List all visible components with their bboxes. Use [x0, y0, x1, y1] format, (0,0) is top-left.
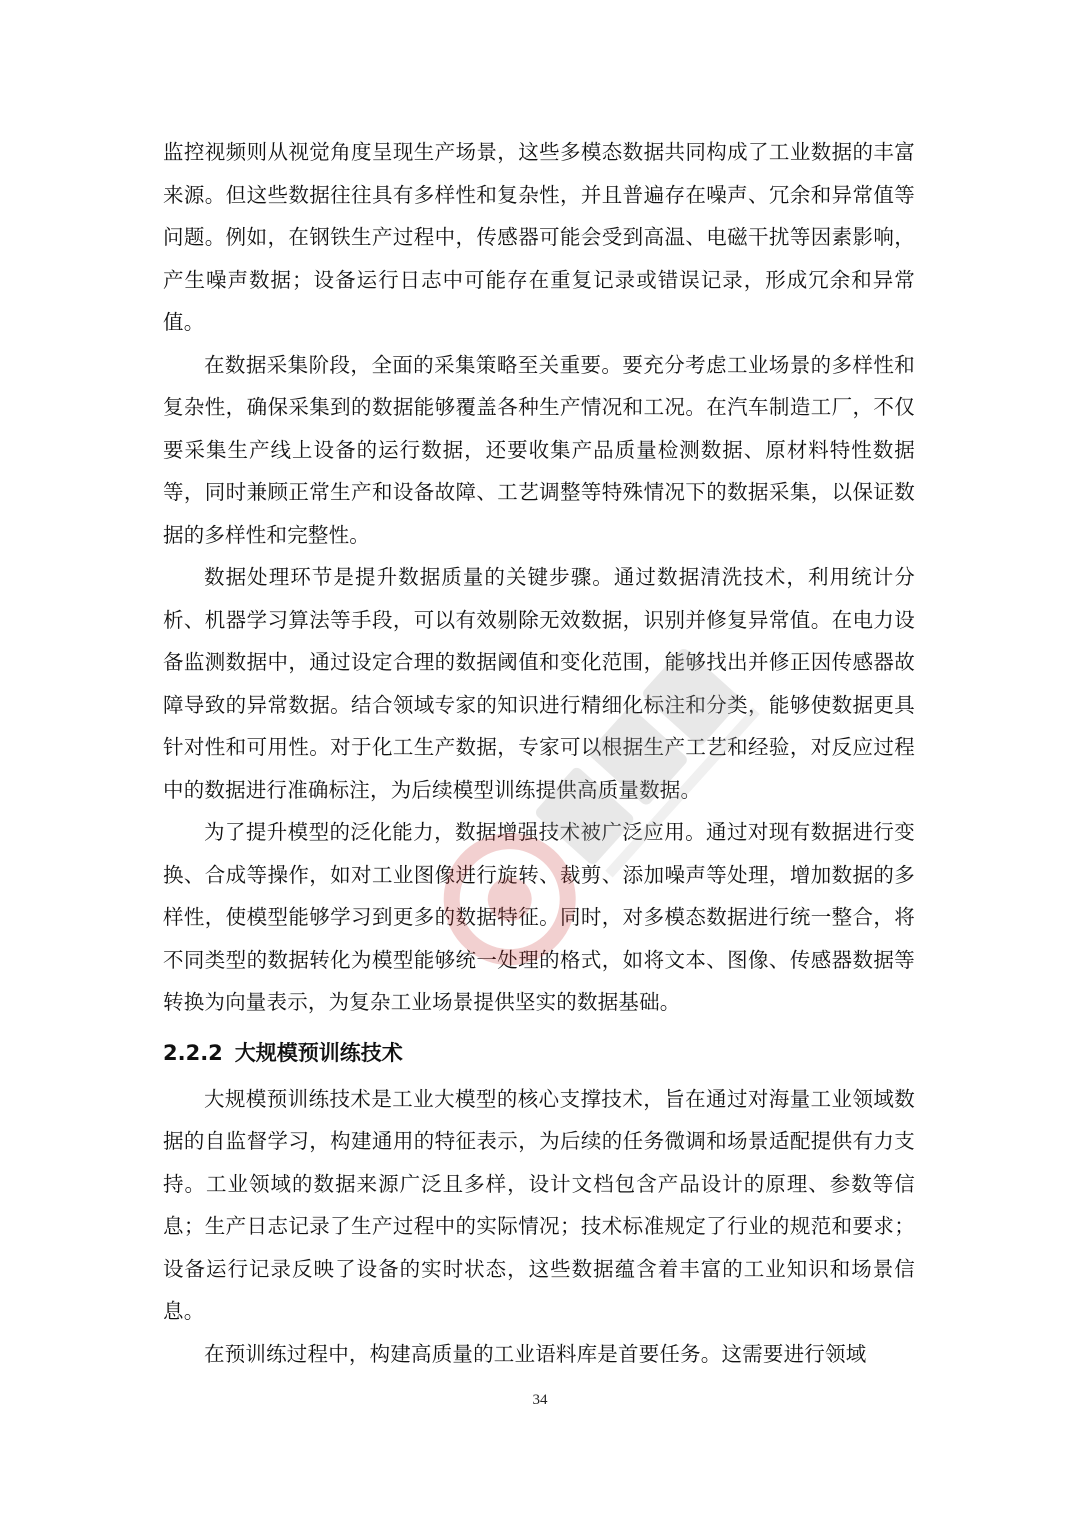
paragraph-data-collection: 在数据采集阶段，全面的采集策略至关重要。要充分考虑工业场景的多样性和复杂性，确保采集到的数据能够覆盖各种生产情况和工况。在汽车制造工厂，不仅要采集生产线上设备的运行数据，还要收集产品质量检测数据、原材料特性数据等，同时兼顾正常生产和设备故障、工艺调整等特殊情况下的数据采集，以保证数据的多样性和完整性。	[163, 352, 915, 547]
section-title: 大规模预训练技术	[234, 1040, 403, 1065]
section-number: 2.2.2	[163, 1040, 223, 1065]
page-body	[163, 131, 915, 1375]
section-heading	[163, 1028, 915, 1078]
paragraph-pretraining-corpus: 在预训练过程中，构建高质量的工业语料库是首要任务。这需要进行领域	[204, 1341, 867, 1366]
page-number: 34	[532, 1392, 548, 1408]
paragraph-continued: 监控视频则从视觉角度呈现生产场景，这些多模态数据共同构成了工业数据的丰富来源。但这些数据往往具有多样性和复杂性，并且普遍存在噪声、冗余和异常值等问题。例如，在钢铁生产过程中，传感器可能会受到高温、电磁干扰等因素影响，产生噪声数据；设备运行日志中可能存在重复记录或错误记录，形成冗余和异常值。	[163, 140, 915, 334]
paragraph-data-augmentation: 为了提升模型的泛化能力，数据增强技术被广泛应用。通过对现有数据进行变换、合成等操作，如对工业图像进行旋转、裁剪、添加噪声等处理，增加数据的多样性，使模型能够学习到更多的数据特征。同时，对多模态数据进行统一整合，将不同类型的数据转化为模型能够统一处理的格式，如将文本、图像、传感器数据等转换为向量表示，为复杂工业场景提供坚实的数据基础。	[163, 820, 915, 1014]
paragraph-data-processing: 数据处理环节是提升数据质量的关键步骤。通过数据清洗技术，利用统计分析、机器学习算法等手段，可以有效剔除无效数据，识别并修复异常值。在电力设备监测数据中，通过设定合理的数据阈值和变化范围，能够找出并修正因传感器故障导致的异常数据。结合领域专家的知识进行精细化标注和分类，能够使数据更具针对性和可用性。对于化工生产数据，专家可以根据生产工艺和经验，对反应过程中的数据进行准确标注，为后续模型训练提供高质量数据。	[163, 565, 915, 802]
paragraph-pretraining-intro: 大规模预训练技术是工业大模型的核心支撑技术，旨在通过对海量工业领域数据的自监督学习，构建通用的特征表示，为后续的任务微调和场景适配提供有力支持。工业领域的数据来源广泛且多样，设计文档包含产品设计的原理、参数等信息；生产日志记录了生产过程中的实际情况；技术标准规定了行业的规范和要求；设备运行记录反映了设备的实时状态，这些数据蕴含着丰富的工业知识和场景信息。	[163, 1086, 915, 1323]
